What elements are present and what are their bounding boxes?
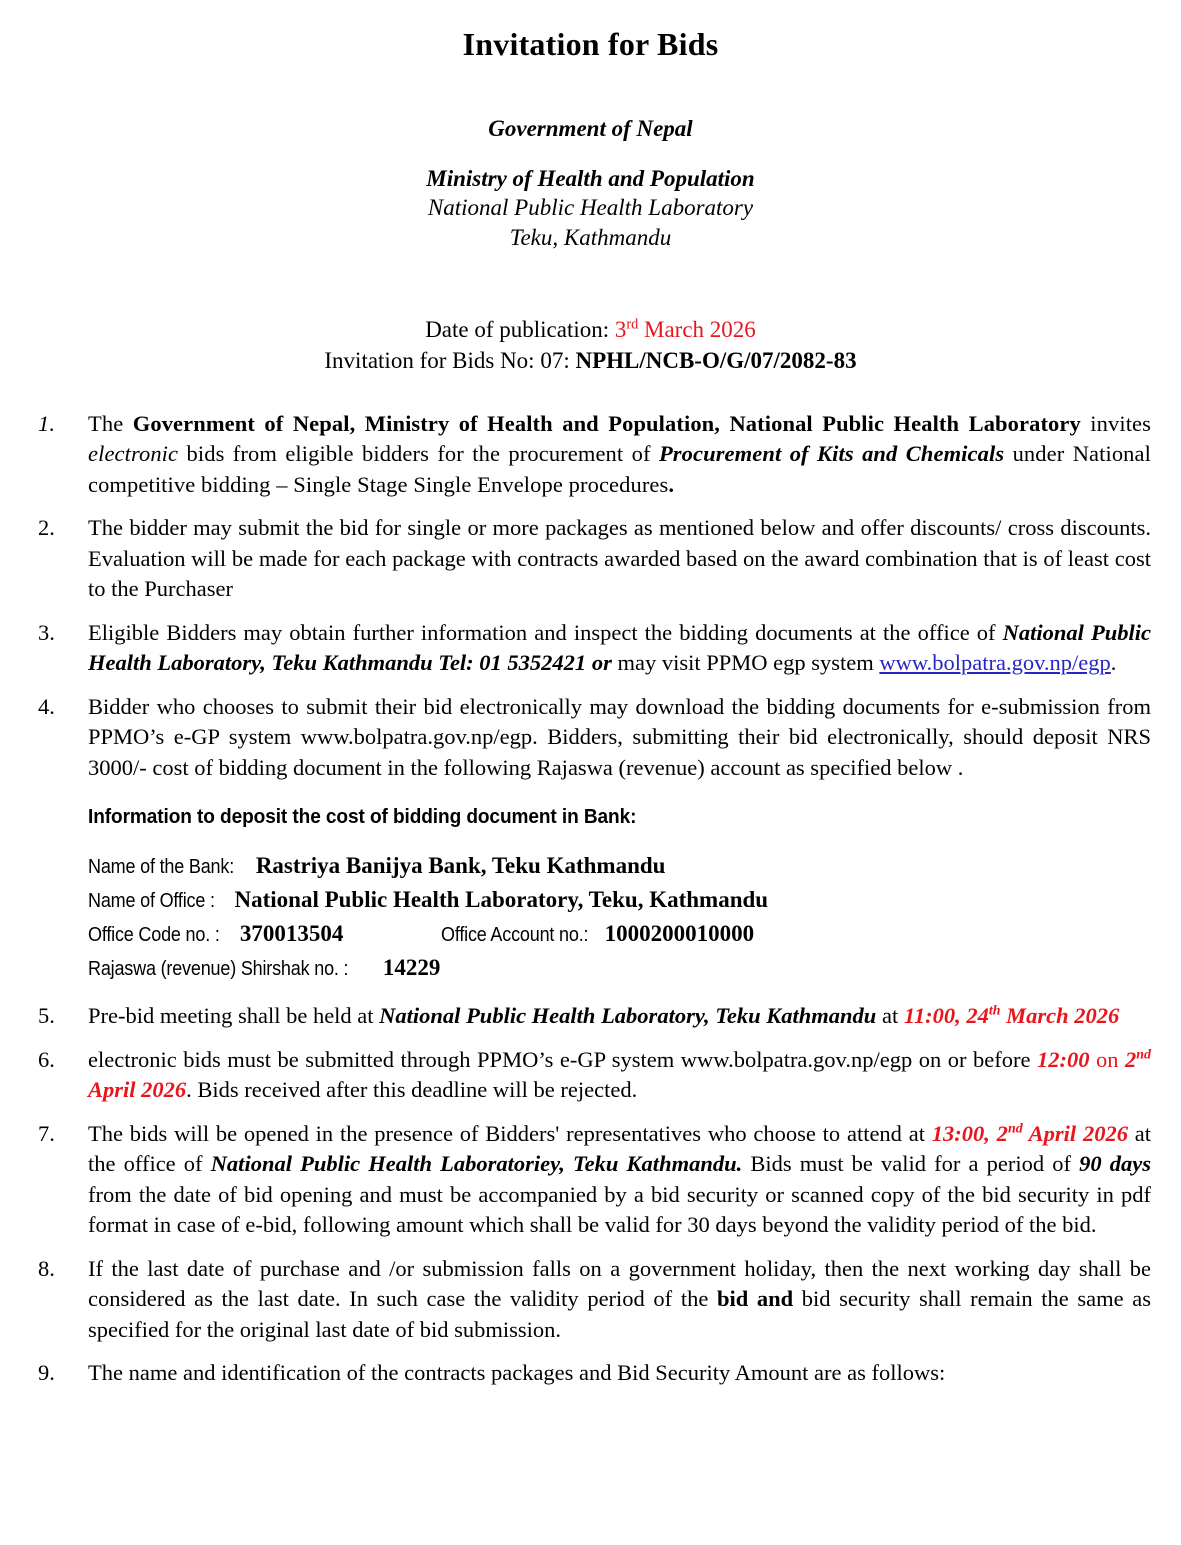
bank-name-value: Rastriya Banijya Bank, Teku Kathmandu xyxy=(255,853,666,879)
publication-date-value: 3rd March 2026 xyxy=(614,316,756,343)
publication-block xyxy=(30,315,1151,377)
clause-4 xyxy=(30,692,1151,783)
clause-6-time: 12:00 xyxy=(1036,1046,1090,1072)
shirshak-label: Rajaswa (revenue) Shirshak no. : xyxy=(88,958,349,981)
clause-5-number: 5. xyxy=(38,1003,55,1029)
office-name-label: Name of Office : xyxy=(88,890,215,913)
bank-info-heading: Information to deposit the cost of bidding document in Bank: xyxy=(88,805,637,829)
office-code-value: 370013504 xyxy=(239,921,344,947)
clause-8-bold-bid-and: bid and xyxy=(716,1286,794,1312)
clause-2 xyxy=(30,513,1151,604)
bank-row-name xyxy=(88,849,1151,883)
organization-header xyxy=(30,115,1151,253)
clause-7-venue: National Public Health Laboratoriey, Teku Kathmandu. xyxy=(210,1151,743,1177)
bank-row-codes xyxy=(88,917,1151,951)
clause-3-number: 3. xyxy=(38,619,55,645)
clause-1-number: 1. xyxy=(38,410,56,436)
org-government: Government of Nepal xyxy=(488,115,693,141)
clause-6-number: 6. xyxy=(38,1046,55,1072)
clause-3 xyxy=(30,618,1151,679)
clause-7-validity: 90 days xyxy=(1079,1151,1151,1177)
org-laboratory: National Public Health Laboratory xyxy=(427,195,754,221)
clause-8 xyxy=(30,1254,1151,1345)
clause-7 xyxy=(30,1119,1151,1241)
clause-1-text: The Government of Nepal, Ministry of Health and Population, National Public Health Laboratory invites electronic bids from eligible bidders for the procurement of Procurement of Kits and Chemicals under National competitive bidding – Single Stage Single Envelope procedures. xyxy=(88,410,1151,497)
clause-5 xyxy=(30,1001,1151,1031)
publication-date-line xyxy=(30,315,1151,346)
clause-4-number: 4. xyxy=(38,693,55,719)
org-address: Teku, Kathmandu xyxy=(509,225,672,251)
org-ministry: Ministry of Health and Population xyxy=(426,165,755,191)
office-code-label: Office Code no. : xyxy=(88,924,220,947)
clause-7-text: The bids will be opened in the presence of Bidders' representatives who choose to attend at 13:00, 2nd April 2026 at the office of National Public Health Laboratoriey, Teku Kathmandu. Bids must be valid for a period of 90 days from the date of bid opening and must be accompanied by a bid security or scanned copy of the bid security in pdf format in case of e-bid, following amount which shall be valid for 30 days beyond the validity period of the bid. xyxy=(88,1120,1151,1238)
clause-9 xyxy=(30,1358,1151,1388)
clause-6-text: electronic bids must be submitted through PPMO’s e-GP system www.bolpatra.gov.np/egp on or before 12:00 on 2nd April 2026. Bids received after this deadline will be rejected. xyxy=(88,1046,1152,1103)
shirshak-value: 14229 xyxy=(382,955,441,981)
ifb-number-line xyxy=(30,346,1151,377)
bank-row-shirshak xyxy=(88,951,1151,985)
clause-1 xyxy=(30,409,1151,500)
clause-list-part1 xyxy=(30,409,1151,783)
clause-4-text: Bidder who chooses to submit their bid electronically may download the bidding documents for e-submission from PPMO’s e-GP system www.bolpatra.gov.np/egp. Bidders, submitting their bid electronically, should deposit NRS 3000/- cost of bidding document in the following Rajaswa (revenue) account as specified below . xyxy=(88,693,1151,780)
clause-2-text: The bidder may submit the bid for single or more packages as mentioned below and offer discounts/ cross discounts. Evaluation will be made for each package with contracts awarded based on the award combination that is of least cost to the Purchaser xyxy=(88,515,1151,602)
office-account-group xyxy=(441,917,754,951)
bank-row-office xyxy=(88,883,1151,917)
bank-deposit-info xyxy=(88,805,1151,985)
clause-7-datetime: 13:00, 2nd April 2026 xyxy=(931,1120,1128,1146)
office-name-value: National Public Health Laboratory, Teku, Kathmandu xyxy=(234,887,769,913)
clause-6-date: 2nd April 2026 xyxy=(88,1046,1152,1103)
clause-5-venue: National Public Health Laboratory, Teku Kathmandu xyxy=(379,1003,877,1029)
clause-8-text: If the last date of purchase and /or submission falls on a government holiday, then the next working day shall be considered as the last date. In such case the validity period of the bid and bid security shall remain the same as specified for the original last date of bid submission. xyxy=(88,1255,1151,1342)
clause-9-text: The name and identification of the contracts packages and Bid Security Amount are as follows: xyxy=(88,1360,946,1386)
office-account-label: Office Account no.: xyxy=(440,924,589,947)
ifb-number-label: Invitation for Bids No: 07: xyxy=(324,348,570,374)
clause-6 xyxy=(30,1045,1151,1106)
clause-5-datetime: 11:00, 24th March 2026 xyxy=(903,1003,1120,1029)
clause-9-number: 9. xyxy=(38,1360,55,1386)
bolpatra-egp-link[interactable]: www.bolpatra.gov.np/egp xyxy=(879,650,1111,676)
clause-8-number: 8. xyxy=(38,1255,55,1281)
page-title: Invitation for Bids xyxy=(462,26,719,62)
clause-1-bold-org: Government of Nepal, Ministry of Health and Population, National Public Health Laboratory xyxy=(132,410,1081,436)
clause-2-number: 2. xyxy=(38,515,55,541)
clause-3-office-detail: National Public Health Laboratory, Teku Kathmandu Tel: 01 5352421 xyxy=(88,619,1151,676)
clause-list-part2 xyxy=(30,1001,1151,1388)
bank-name-label: Name of the Bank: xyxy=(88,856,235,879)
office-account-value: 1000200010000 xyxy=(604,921,755,947)
clause-5-text: Pre-bid meeting shall be held at National Public Health Laboratory, Teku Kathmandu at 11:00, 24th March 2026 xyxy=(88,1003,1120,1029)
clause-3-text: Eligible Bidders may obtain further information and inspect the bidding documents at the office of National Public Health Laboratory, Teku Kathmandu Tel: 01 5352421 or may visit PPMO egp system www.bolpatra.gov.np/egp. xyxy=(88,619,1151,676)
clause-1-procurement-title: Procurement of Kits and Chemicals xyxy=(658,441,1005,467)
clause-7-number: 7. xyxy=(38,1120,55,1146)
publication-date-label: Date of publication: xyxy=(425,317,610,343)
clause-1-italic-electronic: electronic xyxy=(88,441,179,467)
ifb-number-value: NPHL/NCB-O/G/07/2082-83 xyxy=(575,348,857,374)
date-ordinal-suffix: rd xyxy=(626,316,639,333)
